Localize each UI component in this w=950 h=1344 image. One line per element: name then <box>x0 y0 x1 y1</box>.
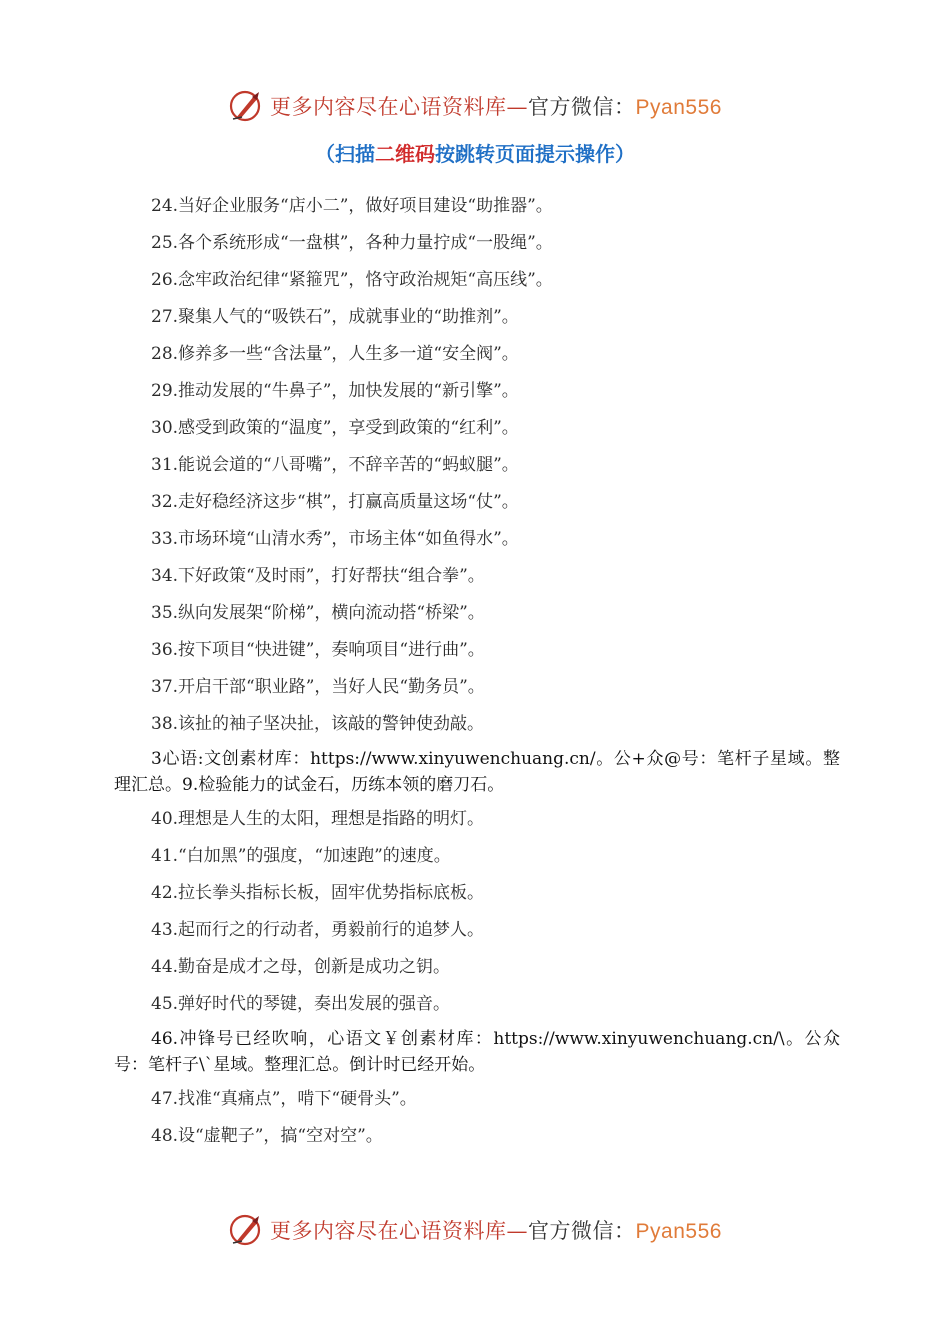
paragraph-source-note-1: 3心语:文创素材库：https://www.xinyuwenchuang.cn/。公+众@号：笔杆子星域。整理汇总。9.检验能力的试金石，历练本领的磨刀石。 <box>114 749 840 795</box>
list-item: 42.拉长拳头指标长板，固牢优势指标底板。 <box>151 883 485 903</box>
list-item: 41.“白加黑”的强度，“加速跑”的速度。 <box>151 846 451 866</box>
scan-hint-open: （扫描 <box>315 142 375 166</box>
header-banner <box>0 86 950 126</box>
list-item: 35.纵向发展架“阶梯”，横向流动搭“桥梁”。 <box>151 603 485 623</box>
list-item: 25.各个系统形成“一盘棋”，各种力量拧成“一股绳”。 <box>151 233 553 253</box>
document-body <box>114 188 840 1155</box>
list-item: 45.弹好时代的琴键，奏出发展的强音。 <box>151 994 451 1014</box>
wechat-label: 官方微信： <box>528 95 636 119</box>
brand-dash: — <box>506 1219 529 1243</box>
quill-pen-logo-icon <box>228 88 264 124</box>
list-item: 37.开启干部“职业路”，当好人民“勤务员”。 <box>151 677 485 697</box>
header-brand-text <box>270 91 722 121</box>
wechat-label: 官方微信： <box>528 1219 636 1243</box>
scan-hint-highlight: 二维码 <box>375 142 435 166</box>
quill-pen-logo-icon <box>228 1212 264 1248</box>
list-item: 38.该扯的袖子坚决扯，该敲的警钟使劲敲。 <box>151 714 485 734</box>
list-item: 34.下好政策“及时雨”，打好帮扶“组合拳”。 <box>151 566 485 586</box>
list-group-b <box>114 801 840 1023</box>
list-item: 40.理想是人生的太阳，理想是指路的明灯。 <box>151 809 485 829</box>
brand-dash: — <box>506 95 529 119</box>
footer-banner <box>0 1210 950 1250</box>
scan-hint-rest: 按跳转页面提示操作） <box>435 142 635 166</box>
scan-hint <box>0 138 950 167</box>
list-item: 28.修养多一些“含法量”，人生多一道“安全阀”。 <box>151 344 519 364</box>
list-item: 33.市场环境“山清水秀”，市场主体“如鱼得水”。 <box>151 529 519 549</box>
wechat-id: Pyan556 <box>635 1220 722 1243</box>
list-item: 30.感受到政策的“温度”，享受到政策的“红利”。 <box>151 418 519 438</box>
list-item: 29.推动发展的“牛鼻子”，加快发展的“新引擎”。 <box>151 381 519 401</box>
list-item: 27.聚集人气的“吸铁石”，成就事业的“助推剂”。 <box>151 307 519 327</box>
list-group-c <box>114 1081 840 1155</box>
list-item: 47.找准“真痛点”，啃下“硬骨头”。 <box>151 1089 417 1109</box>
list-item: 48.设“虚靶子”，搞“空对空”。 <box>151 1126 383 1146</box>
list-item: 44.勤奋是成才之母，创新是成功之钥。 <box>151 957 451 977</box>
list-item: 31.能说会道的“八哥嘴”，不辞辛苦的“蚂蚁腿”。 <box>151 455 519 475</box>
list-group-a <box>114 188 840 743</box>
footer-brand-text <box>270 1215 722 1245</box>
brand-name: 更多内容尽在心语资料库 <box>270 95 507 119</box>
list-item: 26.念牢政治纪律“紧箍咒”，恪守政治规矩“高压线”。 <box>151 270 553 290</box>
wechat-id: Pyan556 <box>635 96 722 119</box>
list-item: 43.起而行之的行动者，勇毅前行的追梦人。 <box>151 920 485 940</box>
paragraph-source-note-2: 46.冲锋号已经吹响，心语文￥创素材库：https://www.xinyuwenchuang.cn/\。公众号：笔杆子\`星域。整理汇总。倒计时已经开始。 <box>114 1029 840 1075</box>
list-item: 24.当好企业服务“店小二”，做好项目建设“助推器”。 <box>151 196 553 216</box>
list-item: 36.按下项目“快进键”，奏响项目“进行曲”。 <box>151 640 485 660</box>
list-item: 32.走好稳经济这步“棋”，打赢高质量这场“仗”。 <box>151 492 519 512</box>
brand-name: 更多内容尽在心语资料库 <box>270 1219 507 1243</box>
